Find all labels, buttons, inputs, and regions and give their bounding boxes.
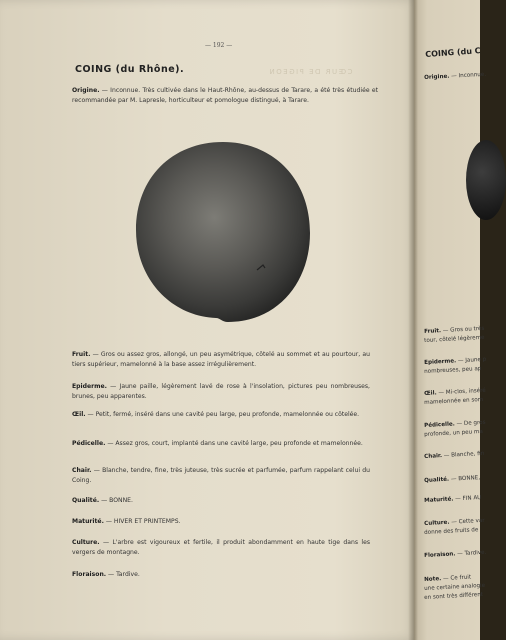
paragraph-text: — Gros ou assez gros, allongé, un peu asymétrique, côtelé au sommet et au pourtour, au tiers supérieur, mamelonné à la base assez irrégulièrement. [72, 351, 370, 368]
line-text: une certaine analogie [424, 582, 486, 592]
line-text: — Mi-clos, inséré [436, 387, 486, 397]
paragraph-qualite [72, 496, 370, 506]
paragraph-culture [72, 538, 370, 557]
line-text: tour, côtelé légèreme [424, 334, 485, 344]
paragraph-text: — Petit, fermé, inséré dans une cavité peu large, peu profonde, mamelonnée ou côtelée. [85, 411, 360, 418]
paragraph-label: Œil. [72, 411, 86, 418]
line-label: Pédicelle. [424, 421, 456, 429]
paragraph-floraison [72, 570, 370, 580]
paragraph-label: Maturité. [72, 518, 104, 525]
line-text: — BONNE, [448, 475, 481, 483]
paragraph-text: — HIVER ET PRINTEMPS. [103, 518, 181, 525]
paragraph-fruit [72, 350, 370, 369]
line-label: Œil. [424, 390, 437, 397]
line-text: donne des fruits de [424, 527, 479, 536]
line-label: Chair. [424, 453, 443, 460]
line-text: — Blanche, fin [441, 450, 485, 460]
paragraph-text: — BONNE. [99, 497, 133, 504]
paragraph-text: — Tardive. [106, 571, 140, 578]
book-gutter [408, 0, 418, 640]
line-label: Fruit. [424, 328, 442, 335]
paragraph-label: Chair. [72, 467, 92, 474]
paragraph-origine [72, 86, 378, 105]
paragraph-text: — Blanche, tendre, fine, très juteuse, très sucrée et parfumée, parfum rappelant celui du Coing. [72, 467, 370, 484]
paragraph-label: Qualité. [72, 497, 100, 504]
line-text: mamelonnée en som [424, 396, 484, 406]
paragraph-oeil [72, 410, 370, 420]
line-text: — Ce fruit [441, 574, 472, 583]
right-page [414, 0, 480, 640]
line-text: — Gros ou très [440, 325, 485, 335]
page-title: COING (du Rhône). [75, 64, 185, 75]
paragraph-text: — Inconnue. Très cultivée dans le Haut-Rhône, au-dessus de Tarare, a été très étudiée et recommandée par M. Lapresle, horticulteur et pomologue distingué, à Tarare. [72, 87, 378, 104]
right-page-fruit-photograph [466, 140, 506, 220]
paragraph-text: — L'arbre est vigoureux et fertile, il produit abondamment en haute tige dans les vergers de montagne. [72, 539, 370, 556]
line-text: nombreuses, peu ap [424, 366, 482, 375]
show-through-text: CŒUR DE PIGEON [268, 68, 353, 76]
paragraph-label: Floraison. [72, 571, 107, 578]
line-text: — Cette var [449, 517, 485, 526]
line-text: — FIN AU [453, 495, 482, 503]
paragraph-label: Pédicelle. [72, 440, 106, 447]
paragraph-label: Fruit. [72, 351, 91, 358]
line-label: Qualité. [424, 476, 450, 484]
line-text: — Jaune p [456, 356, 487, 365]
line-text: profonde, un peu ma [424, 428, 483, 438]
line-text: — Inconnue. [449, 71, 487, 80]
paragraph-chair [72, 466, 370, 485]
line-label: Culture. [424, 519, 450, 527]
paragraph-epiderme [72, 382, 370, 401]
line-label: Floraison. [424, 551, 456, 559]
paragraph-label: Origine. [72, 87, 100, 94]
paragraph-label: Epiderme. [72, 383, 107, 390]
paragraph-pedicelle [72, 439, 370, 449]
page-number: — 192 — [205, 42, 233, 49]
line-text: — De gros [454, 419, 486, 428]
line-label: Note. [424, 576, 442, 583]
line-label: Epiderme. [424, 358, 457, 366]
paragraph-maturite [72, 517, 370, 527]
paragraph-text: — Jaune paille, légèrement lavé de rose à l'insolation, pictures peu nombreuses, brunes, peu apparentes. [72, 383, 370, 400]
paragraph-label: Culture. [72, 539, 100, 546]
line-label: Maturité. [424, 496, 454, 504]
fruit-photograph [132, 138, 314, 326]
right-page-title: COING (du C [425, 46, 481, 59]
line-text: en sont très différent [424, 591, 484, 601]
paragraph-text: — Assez gros, court, implanté dans une cavité large, peu profonde et mamelonnée. [105, 440, 363, 447]
line-label: Origine. [424, 73, 450, 81]
line-text: — Tardive. [455, 549, 487, 558]
